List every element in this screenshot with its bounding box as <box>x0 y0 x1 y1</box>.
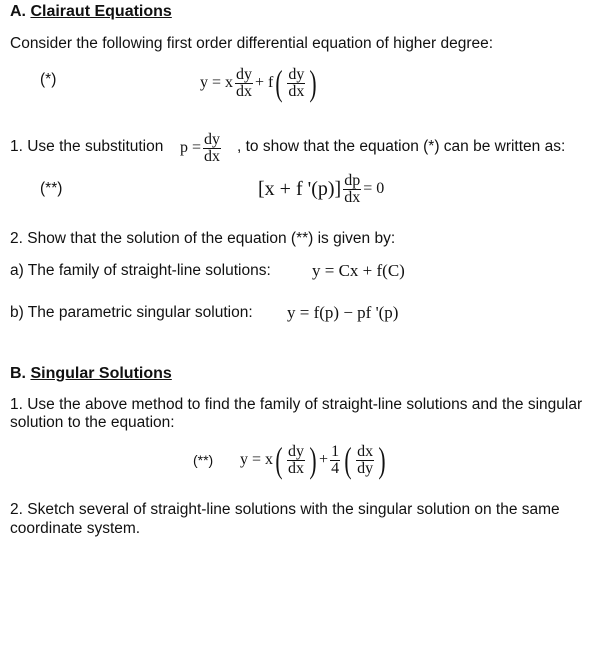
left-paren: ( <box>275 440 283 480</box>
fraction <box>203 132 221 165</box>
equation-b <box>240 438 388 482</box>
denominator: dy <box>357 459 374 477</box>
a-equation: y = Cx + f(C) <box>312 261 405 280</box>
denominator: dx <box>288 82 305 100</box>
fraction <box>343 173 361 206</box>
b-text: b) The parametric singular solution: <box>10 304 253 321</box>
eq-lhs: y = x <box>240 451 274 468</box>
b-q1-line2: solution to the equation: <box>10 414 175 431</box>
fraction <box>330 444 340 477</box>
left-paren: ( <box>344 440 352 480</box>
section-a-title: Clairaut Equations <box>30 3 172 20</box>
equation-double-star <box>258 170 384 208</box>
denominator: dx <box>288 459 305 477</box>
left-paren: ( <box>275 63 283 103</box>
fraction <box>287 67 305 100</box>
denominator: 4 <box>331 459 340 477</box>
right-paren: ) <box>378 440 386 480</box>
fraction <box>235 67 253 100</box>
section-b-prefix: B. <box>10 365 31 382</box>
b-q2-line1: 2. Sketch several of straight-line solutions with the singular solution on the same <box>10 501 560 518</box>
b-equation: y = f(p) − pf '(p) <box>287 303 399 322</box>
fraction <box>287 444 305 477</box>
numerator: dx <box>357 442 374 460</box>
right-paren: ) <box>309 440 317 480</box>
section-a-prefix: A. <box>10 3 31 20</box>
numerator: dy <box>236 65 253 83</box>
numerator: dy <box>288 65 305 83</box>
q1-text-before: 1. Use the substitution <box>10 138 164 155</box>
equation-star <box>200 62 319 104</box>
right-paren: ) <box>309 63 317 103</box>
eq-plus: + <box>319 451 329 468</box>
denominator: dx <box>344 188 361 206</box>
a-text: a) The family of straight-line solutions: <box>10 262 271 279</box>
intro-text: Consider the following first order differential equation of higher degree: <box>10 35 494 52</box>
b-eq-label: (**) <box>193 452 214 468</box>
section-b-title: Singular Solutions <box>30 365 172 382</box>
eq-plus-f: + f <box>255 74 274 91</box>
eq-lhs: y = x <box>200 74 234 91</box>
numerator: dy <box>288 442 305 460</box>
b-q1-line1: 1. Use the above method to find the family of straight-line solutions and the singular <box>10 396 583 413</box>
q1-text-after: , to show that the equation (*) can be written as: <box>237 138 566 155</box>
q2-text: 2. Show that the solution of the equation (**) is given by: <box>10 230 396 247</box>
numerator: dy <box>204 130 221 148</box>
p-equals: p = <box>180 139 202 156</box>
bracket-expression: [x + f '(p)] <box>258 177 342 200</box>
fraction <box>356 444 374 477</box>
eq1-label: (*) <box>40 71 57 88</box>
eq-rhs: = 0 <box>363 180 385 197</box>
denominator: dx <box>236 82 253 100</box>
numerator: 1 <box>331 442 340 460</box>
b-q2-line2: coordinate system. <box>10 520 141 537</box>
section-a-heading <box>10 3 172 21</box>
substitution-eq <box>180 128 223 168</box>
numerator: dp <box>344 171 361 189</box>
section-b-heading <box>10 365 172 383</box>
eq2-label: (**) <box>40 180 63 197</box>
denominator: dx <box>204 147 221 165</box>
